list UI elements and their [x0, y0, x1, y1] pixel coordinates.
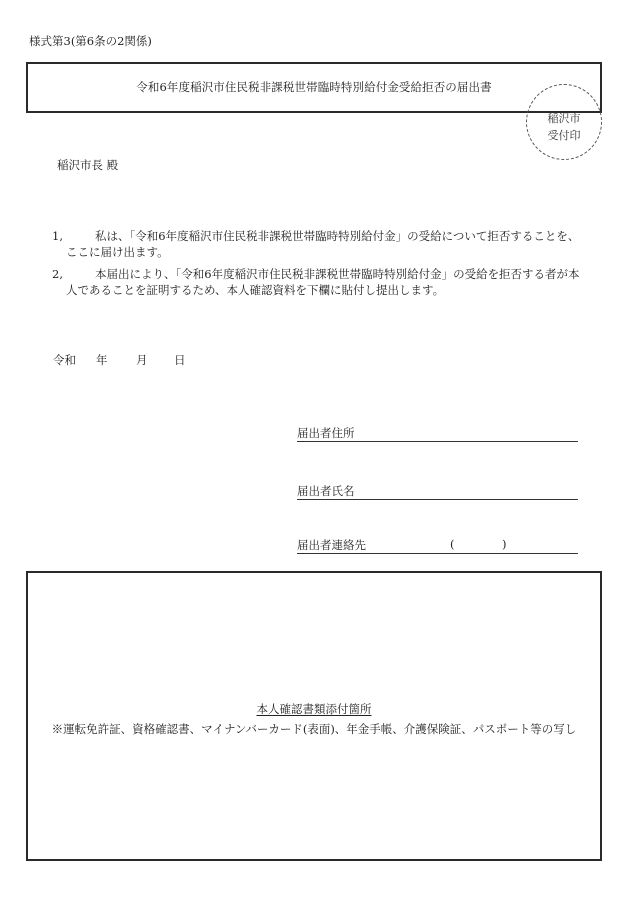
document-title: 令和6年度稲沢市住民税非課税世帯臨時特別給付金受給拒否の届出書 [136, 80, 492, 94]
name-field[interactable] [297, 483, 578, 500]
statement-item-2 [52, 266, 580, 298]
title-box [26, 62, 602, 113]
date-year: 年 [96, 353, 108, 367]
item-text-line-2: 人であることを証明するため、本人確認資料を下欄に貼付し提出します。 [66, 283, 445, 297]
paren-open: ( [450, 537, 455, 551]
item-text-line-1: 本届出により、「令和6年度稲沢市住民税非課税世帯臨時特別給付金」の受給を拒否する者が本 [95, 267, 580, 281]
stamp-line-1: 稲沢市 [547, 112, 581, 125]
contact-label: 届出者連絡先 [297, 538, 366, 552]
statement-item-1 [52, 228, 579, 260]
item-text-line-1: 私は、「令和6年度稲沢市住民税非課税世帯臨時特別給付金」の受給について拒否することを、 [95, 229, 580, 243]
id-section-title-text: 本人確認書類添付箇所 [256, 702, 372, 716]
item-number: 2, [52, 267, 63, 281]
item-text-line-2: ここに届け出ます。 [66, 245, 169, 259]
stamp-line-2: 受付印 [547, 129, 581, 142]
reception-stamp-area [526, 84, 602, 160]
date-day: 日 [174, 353, 186, 367]
id-section-note: ※運転免許証、資格確認書、マイナンバーカード(表面)、年金手帳、介護保険証、パスポート等の写し [51, 722, 577, 736]
id-document-attachment-area [26, 571, 602, 861]
date-month: 月 [136, 353, 148, 367]
stamp-label [527, 110, 601, 144]
paren-close: ) [502, 537, 507, 551]
date-era: 令和 [53, 353, 76, 367]
contact-field[interactable] [297, 537, 578, 554]
form-number: 様式第3(第6条の2関係) [29, 34, 152, 48]
address-field[interactable] [297, 425, 578, 442]
date-row [53, 352, 186, 368]
id-section-title [28, 701, 600, 717]
addressee: 稲沢市長 殿 [57, 158, 119, 172]
name-label: 届出者氏名 [297, 484, 355, 498]
address-label: 届出者住所 [297, 426, 355, 440]
item-number: 1, [52, 229, 63, 243]
